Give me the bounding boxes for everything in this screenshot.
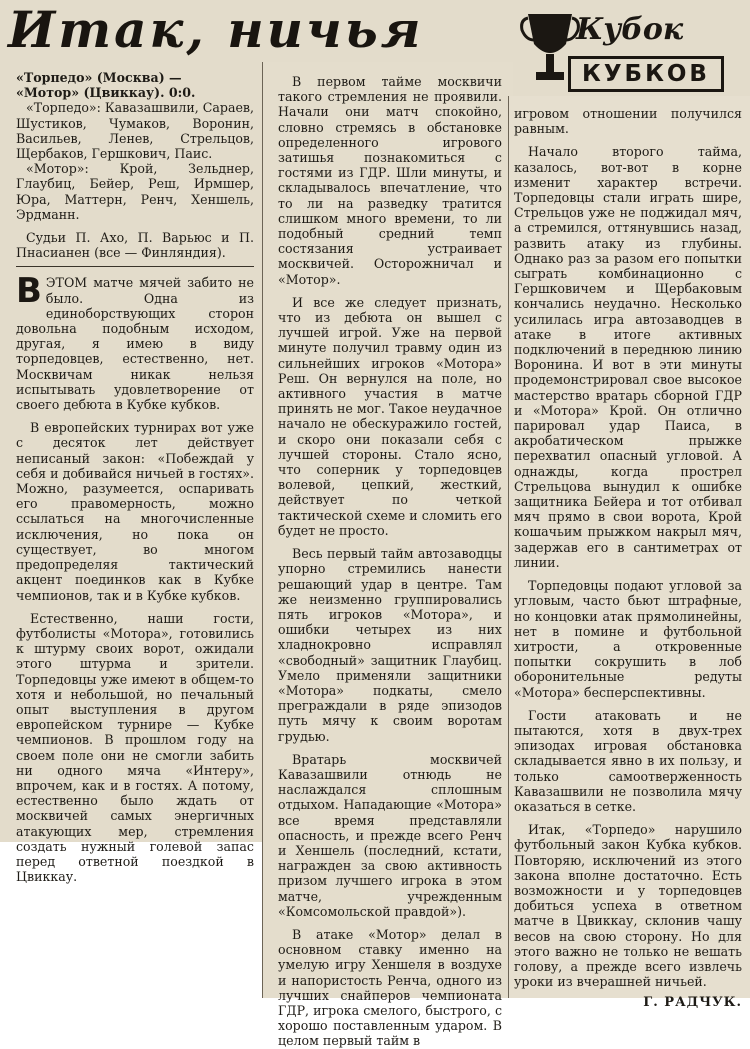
column-divider bbox=[508, 96, 509, 998]
lineup-torpedo: «Торпедо»: Кавазашвили, Сараев, Шустиков, Чумаков, Воронин, Васильев, Ленев, Стрельцов, Щербаков, Гершкович, Паис. bbox=[16, 100, 254, 162]
rubric-title-box bbox=[568, 56, 724, 92]
lead-text: ЭТОМ матче мячей забито не было. Одна из единоборствующих сторон довольна подобным исходом, другая, я имею в виду торпедовцев, естественно, нет. Москвичам никак нельзя испытывать удовлетворение от своего дебюта в Кубке кубков. bbox=[16, 275, 254, 413]
lead-paragraph bbox=[16, 271, 254, 413]
paragraph: Торпедовцы подают угловой за угловым, часто бьют штрафные, но концовки атак прямолинейны, нет в помине и футбольной хитрости, а откровенные попытки сокрушить в лоб оборонительные редуты «Мотора» бесперспективны. bbox=[514, 578, 742, 700]
paragraph: Весь первый тайм автозаводцы упорно стремились нанести решающий удар в центре. Там же неизменно группировались пять игроков «Мотора», и ошибки четырех из них хладнокровно исправлял «свободный» защитник Глаубиц. Умело применяли защитники «Мотора» подкаты, смело преграждали в ряде эпизодов путь мячу к своим воротам грудью. bbox=[278, 546, 502, 744]
paragraph: В европейских турнирах вот уже с десяток лет действует неписаный закон: «Побеждай у себя и добивайся ничьей в гостях». Можно, разумеется, оспаривать его правомерность, можно ссылаться на многочисленные исключения, но пока он существует, во многом предопределяя тактический акцент поединков как в Кубке чемпионов, так и в Кубке кубков. bbox=[16, 420, 254, 603]
article-headline: Итак, ничья bbox=[8, 0, 424, 59]
match-teams-line1: «Торпедо» (Москва) — bbox=[16, 70, 182, 85]
referees: Судьи П. Ахо, П. Варьюс и П. Пнасианен (все — Финляндия). bbox=[16, 230, 254, 261]
rubric-title-top: Кубок bbox=[576, 12, 684, 47]
author-signature: Г. РАДЧУК. bbox=[643, 995, 742, 1011]
paragraph: Естественно, наши гости, футболисты «Мотора», готовились к штурму своих ворот, ожидали этого штурма и зрители. Торпедовцы уже имеют в общем-то хотя и небольшой, но печальный опыт выступления в другом европейском турнире — Кубке чемпионов. В прошлом году на своем поле они не смогли забить ни одного мяча «Интеру», впрочем, как и в гостях. А потому, естественно было ждать от москвичей самых энергичных атакующих мер, стремления создать нужный голевой запас перед ответной поездкой в Цвиккау. bbox=[16, 610, 254, 885]
paragraph: В атаке «Мотор» делал в основном ставку именно на умелую игру Хеншеля в воздухе и напористость Ренча, одного из лучших снайперов чемпионата ГДР, игрока смелого, быстрого, с хорошо поставленным ударом. В целом первый тайм в bbox=[278, 926, 502, 1049]
article-column-1 bbox=[16, 70, 254, 884]
paragraph: Вратарь москвичей Кавазашвили отнюдь не наслаждался сплошным отдыхом. Нападающие «Мотора» все время представляли опасность, и прежде всего Ренч и Хеншель (последний, кстати, награжден за свою активность призом лучшего игрока в этом матче, учрежденным «Комсомольской правдой»). bbox=[278, 751, 502, 919]
paragraph: В первом тайме москвичи такого стремления не проявили. Начали они матч спокойно, словно стремясь в обстановке определенного игрового затишья познакомиться с гостями из ГДР. Шли минуты, и складывалось впечатление, что то ли на разведку тратится слишком много времени, то ли подобный средний темп состязания устраивает москвичей. Осторожничал и «Мотор». bbox=[278, 74, 502, 287]
article-column-2 bbox=[278, 74, 502, 1049]
rubric-title-bottom: КУБКОВ bbox=[582, 61, 710, 87]
cup-winners-cup-rubric bbox=[520, 10, 726, 94]
column-divider bbox=[262, 62, 263, 998]
match-info bbox=[16, 70, 254, 260]
section-rule bbox=[16, 266, 254, 267]
paragraph-continued: игровом отношении получился равным. bbox=[514, 106, 742, 137]
article-column-3 bbox=[514, 106, 742, 1011]
paragraph: Итак, «Торпедо» нарушило футбольный закон Кубка кубков. Повторяю, исключений из этого закона вполне достаточно. Есть возможности и у торпедовцев добиться успеха в ответном матче в Цвиккау, склонив чашу весов на свою сторону. Но для этого важно не только не вешать голову, а прежде всего извлечь уроки из вчерашней ничьей. bbox=[514, 822, 742, 990]
match-teams bbox=[16, 70, 254, 100]
drop-cap: В bbox=[16, 271, 42, 312]
paragraph: И все же следует признать, что из дебюта он вышел с лучшей игрой. Уже на первой минуте получил травму один из сильнейших игроков «Мотора» Реш. Он вернулся на поле, но активного участия в матче принять не мог. Такое неудачное начало не обескуражило гостей, и скоро они показали себя с лучшей стороны. Стало ясно, что соперник у торпедовцев волевой, цепкий, жесткий, действует по четкой тактической схеме и сломить его будет не просто. bbox=[278, 294, 502, 538]
paragraph: Начало второго тайма, казалось, вот-вот в корне изменит характер встречи. Торпедовцы стали играть шире, Стрельцов уже не поджидал мяч, а стремился, оттянувшись назад, развить атаку из глубины. Однако раз за разом его попытки сыграть комбинационно с Гершковичем и Щербаковым кончались неудачно. Несколько усилилась игра автозаводцев в атаке в итоге активных подключений в переднюю линию Воронина. И вот в эти минуты продемонстрировал свое высокое мастерство вратарь сборной ГДР и «Мотора» Крой. Он отлично парировал удар Паиса, в акробатическом прыжке перехватил опасный угловой. А однажды, когда прострел Стрельцова вынудил к ошибке защитника Бейера и тот отбивал мяч прямо в свои ворота, Крой кошачьим прыжком накрыл мяч, задержав его в сантиметрах от линии. bbox=[514, 144, 742, 570]
paragraph: Гости атаковать и не пытаются, хотя в двух-трех эпизодах игровая обстановка складывается явно в их пользу, и только самоотверженность Кавазашвили не позволила мячу оказаться в сетке. bbox=[514, 707, 742, 814]
match-teams-line2: «Мотор» (Цвиккау). bbox=[16, 85, 165, 101]
lineup-motor: «Мотор»: Крой, Зельднер, Глаубиц, Бейер, Реш, Ирмшер, Юра, Маттерн, Ренч, Хеншель, Эрдманн. bbox=[16, 161, 254, 222]
match-score: 0:0. bbox=[168, 85, 196, 101]
